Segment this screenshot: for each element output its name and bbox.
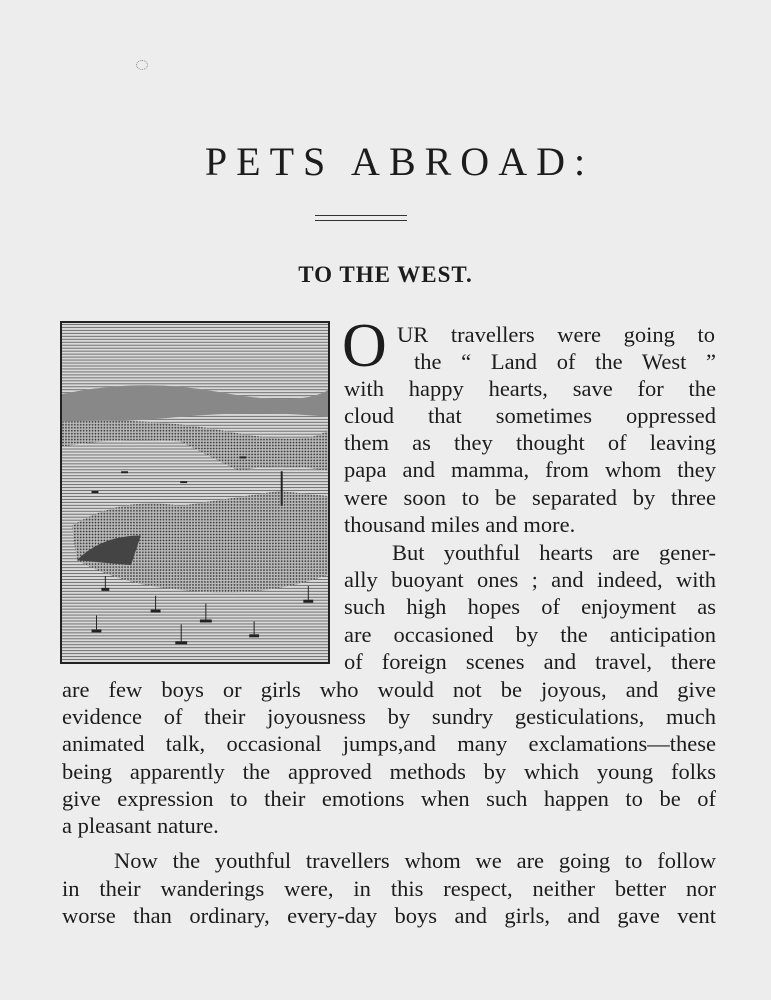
text-line-21: in their wanderings were, in this respect, neither better nor <box>62 876 716 901</box>
drop-cap: O <box>342 312 387 380</box>
text-line-15: evidence of their joyousness by sundry gesticulations, much <box>62 704 716 729</box>
harbour-illustration <box>60 321 330 664</box>
text-line-14: are few boys or girls who would not be joyous, and give <box>62 677 716 702</box>
text-line-17: being apparently the approved methods by which young folks <box>62 759 716 784</box>
page-title: PETS ABROAD: <box>204 139 595 184</box>
text-line-7: were soon to be separated by three <box>344 485 716 510</box>
text-line-19: a pleasant nature. <box>62 813 219 838</box>
text-line-9: But youthful hearts are gener- <box>392 540 716 565</box>
text-line-1: UR travellers were going to <box>397 322 715 347</box>
text-line-16: animated talk, occasional jumps,and many exclamations—these <box>62 731 716 756</box>
text-line-8: thousand miles and more. <box>344 512 576 537</box>
text-line-11: such high hopes of enjoyment as <box>344 594 716 619</box>
text-line-22: worse than ordinary, every-day boys and girls, and gave vent <box>62 903 716 928</box>
text-line-18: give expression to their emotions when such happen to be of <box>62 786 716 811</box>
text-line-2: the “ Land of the West ” <box>414 349 716 374</box>
text-line-12: are occasioned by the anticipation <box>344 622 716 647</box>
text-line-6: papa and mamma, from whom they <box>344 457 716 482</box>
ink-speck <box>136 60 148 70</box>
text-line-10: ally buoyant ones ; and indeed, with <box>344 567 716 592</box>
text-line-3: with happy hearts, save for the <box>344 376 716 401</box>
title-rule <box>315 215 407 221</box>
text-line-5: them as they thought of leaving <box>344 430 716 455</box>
text-line-20: Now the youthful travellers whom we are going to follow <box>114 848 716 873</box>
text-line-13: of foreign scenes and travel, there <box>344 649 716 674</box>
chapter-subtitle: TO THE WEST. <box>298 262 473 287</box>
text-line-4: cloud that sometimes oppressed <box>344 403 716 428</box>
harbour-city-engraving-icon <box>62 323 328 662</box>
